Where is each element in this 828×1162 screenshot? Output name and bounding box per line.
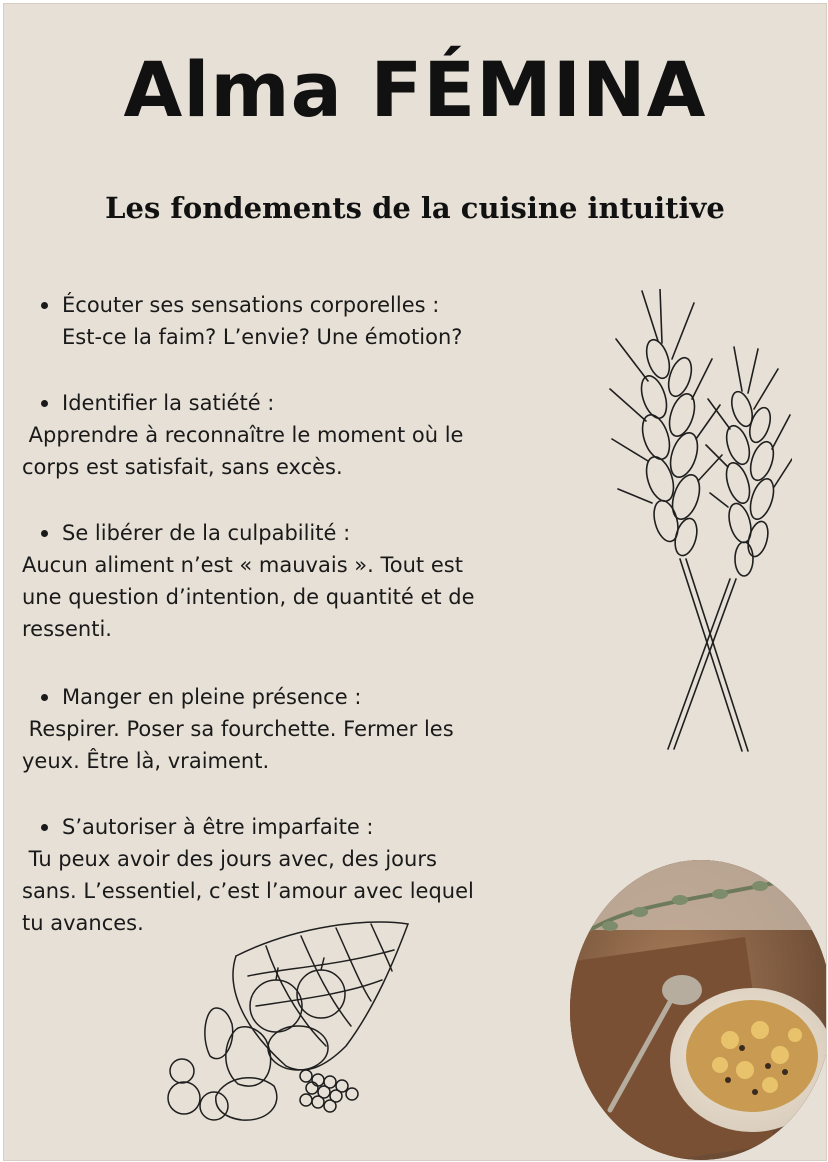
item-line: ressenti. <box>22 617 112 641</box>
list-item <box>22 289 582 353</box>
item-line: une question d’intention, de quantité et de <box>22 585 475 609</box>
item-line: Apprendre à reconnaître le moment où le <box>22 423 464 447</box>
item-heading: Identifier la satiété : <box>22 387 582 419</box>
list-item <box>22 517 582 645</box>
item-heading: S’autoriser à être imparfaite : <box>22 811 582 843</box>
item-line: yeux. Être là, vraiment. <box>22 749 270 773</box>
item-line: corps est satisfait, sans excès. <box>22 455 343 479</box>
item-heading: Se libérer de la culpabilité : <box>22 517 582 549</box>
page-subtitle: Les fondements de la cuisine intuitive <box>105 191 725 225</box>
item-heading: Manger en pleine présence : <box>22 681 582 713</box>
oatmeal-bowl-photo <box>570 860 827 1160</box>
cornucopia-illustration <box>156 916 418 1126</box>
item-line: tu avances. <box>22 911 144 935</box>
list-item <box>22 681 582 777</box>
wheat-illustration <box>602 289 792 759</box>
list-item <box>22 387 582 483</box>
item-line: Tu peux avoir des jours avec, des jours <box>22 847 437 871</box>
poster-page <box>3 3 827 1161</box>
page-title: Alma FÉMINA <box>123 45 707 134</box>
item-line: Est-ce la faim? L’envie? Une émotion? <box>62 325 463 349</box>
item-line: Respirer. Poser sa fourchette. Fermer les <box>22 717 454 741</box>
item-line: sans. L’essentiel, c’est l’amour avec lequel <box>22 879 474 903</box>
item-heading: Écouter ses sensations corporelles : <box>22 289 582 321</box>
item-line: Aucun aliment n’est « mauvais ». Tout est <box>22 553 463 577</box>
